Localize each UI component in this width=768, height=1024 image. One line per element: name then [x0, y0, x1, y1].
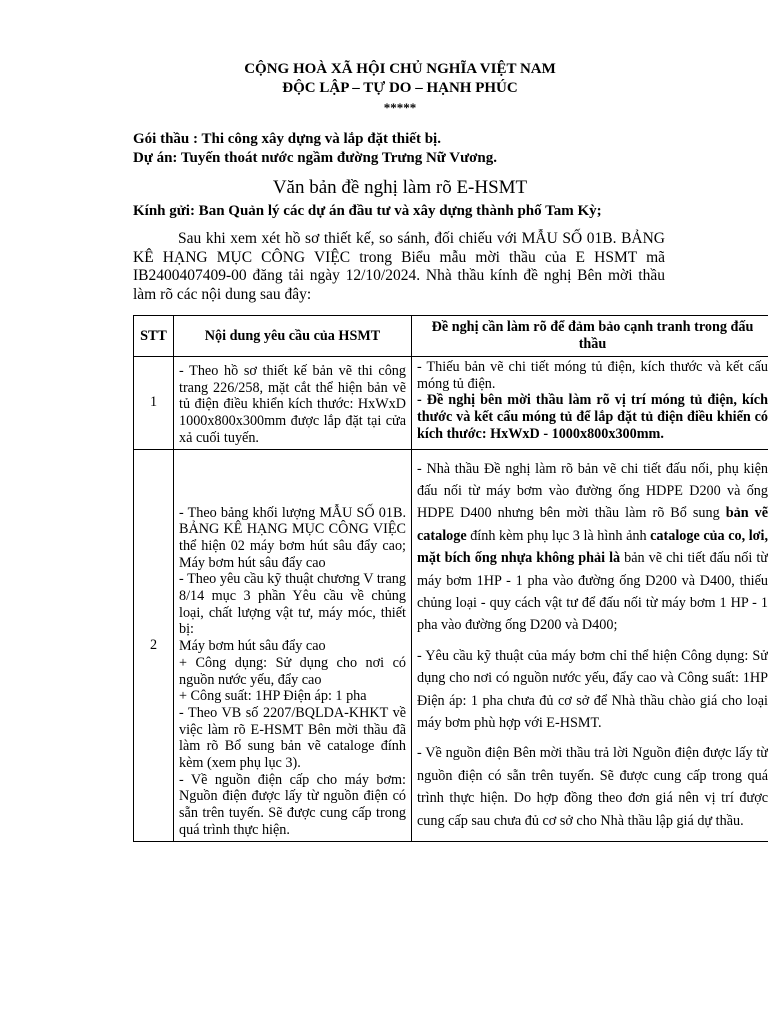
national-title: CỘNG HOÀ XÃ HỘI CHỦ NGHĨA VIỆT NAM	[244, 61, 556, 77]
header-stars: *****	[383, 100, 417, 115]
document-title: Văn bản đề nghị làm rõ E-HSMT	[272, 177, 528, 198]
table-header-row	[134, 316, 768, 357]
header-stt: STT	[134, 316, 174, 357]
requirement-text: Máy bơm hút sâu đẩy cao	[179, 638, 326, 655]
requirement-text: - Về nguồn điện cấp cho máy bơm: Nguồn điện được lấy từ nguồn điện có sẵn trên tuyến. Sẽ được cung cấp trong quá trình thực hiện.	[179, 771, 406, 838]
requirement-cell	[174, 357, 412, 450]
proposal-text: - Nhà thầu Đề nghị làm rõ bản vẽ chi tiết đấu nối, phụ kiện đấu nối từ máy bơm vào đường ống HDPE D200 và ống HDPE D400 nhưng bên mời thầu làm rõ Bổ sung bản vẽ cataloge đính kèm phụ lục 3 là hình ảnh cataloge của co, lơi, mặt bích ống nhựa không phải là bản vẽ chi tiết đấu nối từ máy bơm 1HP - 1 pha vào đường ống D200 và D400, thiếu chủng loại - quy cách vật tư để đấu nối từ máy bơm 1 HP - 1 pha vào đường ống D200 và D400;	[417, 460, 768, 634]
requirement-cell	[174, 449, 412, 841]
proposal-text-bold: - Đề nghị bên mời thầu làm rõ vị trí móng tủ điện, kích thước và kết cấu móng tủ để lắp đặt tủ điện điều khiển có kích thước: HxWxD - 1000x800x300mm.	[417, 392, 768, 442]
header-requirement: Nội dung yêu cầu của HSMT	[174, 316, 412, 357]
national-motto: ĐỘC LẬP – TỰ DO – HẠNH PHÚC	[282, 80, 518, 96]
requirement-text: - Theo hồ sơ thiết kế bản vẽ thi công trang 226/258, mặt cắt thể hiện bản vẽ tủ điện điều khiển kích thước: HxWxD 1000x800x300mm được lắp đặt tại cửa xả cuối tuyến.	[179, 363, 406, 446]
addressee-line: Kính gửi: Ban Quản lý các dự án đầu tư và xây dựng thành phố Tam Kỳ;	[133, 203, 602, 219]
proposal-text: - Về nguồn điện Bên mời thầu trả lời Nguồn điện được lấy từ nguồn điện có sẵn trên tuyến. Sẽ được cung cấp trong quá trình thực hiện. Do hợp đồng theo đơn giá nên vị trí được cung cấp sau chưa đủ cơ sở cho Nhà thầu lập giá dự thầu.	[417, 745, 768, 829]
requirement-text: + Công suất: 1HP Điện áp: 1 pha	[179, 688, 367, 705]
package-line: Gói thầu : Thi công xây dựng và lắp đặt thiết bị.	[133, 131, 441, 147]
header-proposal: Đề nghị cần làm rõ để đảm bảo cạnh tranh trong đấu thầu	[412, 316, 768, 357]
intro-paragraph: Sau khi xem xét hồ sơ thiết kế, so sánh, đối chiếu với MẪU SỐ 01B. BẢNG KÊ HẠNG MỤC CÔNG VIỆC trong Biểu mẫu mời thầu của E HSMT mã IB2400407409-00 đăng tải ngày 12/10/2024. Nhà thầu kính đề nghị Bên mời thầu làm rõ các nội dung sau đây:	[133, 230, 665, 303]
table-row	[134, 357, 768, 450]
table-row	[134, 449, 768, 841]
proposal-cell	[412, 357, 768, 450]
requirement-text: - Theo bảng khối lượng MẪU SỐ 01B. BẢNG KÊ HẠNG MỤC CÔNG VIỆC thể hiện 02 máy bơm hút sâu đẩy cao; Máy bơm hút sâu đẩy cao	[179, 504, 406, 571]
requirement-text: - Theo yêu cầu kỹ thuật chương V trang 8/14 mục 3 phần Yêu cầu về chủng loại, chất lượng vật tư, máy móc, thiết bị:	[179, 571, 406, 638]
proposal-text: - Thiếu bản vẽ chi tiết móng tủ điện, kích thước và kết cấu móng tủ điện.	[417, 359, 768, 392]
proposal-text: - Yêu cầu kỹ thuật của máy bơm chỉ thể hiện Công dụng: Sử dụng cho nơi có nguồn nước yếu, đẩy cao và Công suất: 1HP Điện áp: 1 pha chưa đủ cơ sở để Nhà thầu chào giá cho loại máy bơm phù hợp với E-HSMT.	[417, 647, 768, 731]
row-number: 2	[134, 449, 174, 841]
requirement-text: - Theo VB số 2207/BQLDA-KHKT về việc làm rõ E-HSMT Bên mời thầu đã làm rõ Bổ sung bản vẽ cataloge đính kèm (xem phụ lục 3).	[179, 704, 406, 772]
requirement-text: + Công dụng: Sử dụng cho nơi có nguồn nước yếu, đẩy cao	[179, 654, 406, 688]
row-number: 1	[134, 357, 174, 450]
project-line: Dự án: Tuyến thoát nước ngầm đường Trưng Nữ Vương.	[133, 150, 498, 166]
clarification-table	[133, 315, 768, 842]
proposal-cell	[412, 449, 768, 841]
